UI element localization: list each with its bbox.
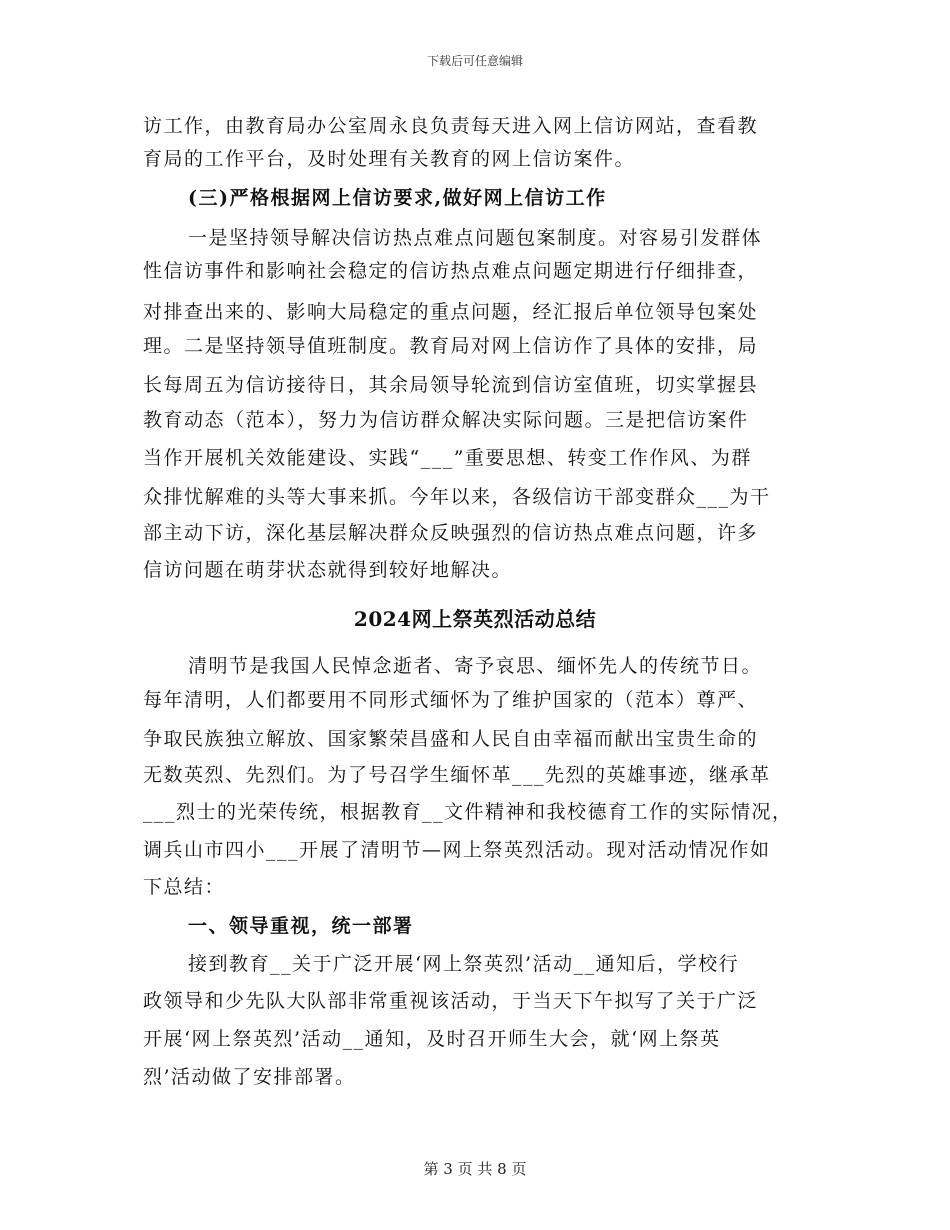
paragraph-line: 育局的工作平台，及时处理有关教育的网上信访案件。 bbox=[143, 148, 636, 170]
paragraph-line: 一是坚持领导解决信访热点难点问题包案制度。对容易引发群体 bbox=[188, 227, 763, 249]
paragraph-line: 众排忧解难的头等大事来抓。今年以来，各级信访干部变群众___为干 bbox=[143, 486, 771, 508]
article-title: 2024网上祭英烈活动总结 bbox=[353, 607, 597, 631]
paragraph-line: 教育动态（范本），努力为信访群众解决实际问题。三是把信访案件 bbox=[143, 409, 749, 431]
paragraph-line: 长每周五为信访接待日，其余局领导轮流到信访室值班，切实掌握县 bbox=[143, 374, 759, 396]
page-number: 第 3 页 共 8 页 bbox=[423, 1160, 527, 1178]
paragraph-line: 接到教育__关于广泛开展‘网上祭英烈’活动__通知后，学校行 bbox=[188, 953, 740, 975]
paragraph-line: 对排查出来的、影响大局稳定的重点问题，经汇报后单位领导包案处 bbox=[143, 301, 759, 323]
paragraph-line: 清明节是我国人民悼念逝者、寄予哀思、缅怀先人的传统节日。 bbox=[188, 655, 763, 677]
paragraph-line: 部主动下访，深化基层解决群众反映强烈的信访热点难点问题，许多 bbox=[143, 522, 759, 544]
paragraph-line: 调兵山市四小___开展了清明节—网上祭英烈活动。现对活动情况作如 bbox=[143, 839, 771, 861]
paragraph-line: 信访问题在萌芽状态就得到较好地解决。 bbox=[143, 559, 513, 581]
paragraph-line: 每年清明，人们都要用不同形式缅怀为了维护国家的（范本）尊严、 bbox=[143, 689, 759, 711]
section-heading: (三)严格根据网上信访要求,做好网上信访工作 bbox=[188, 187, 607, 209]
paragraph-line: 烈’活动做了安排部署。 bbox=[143, 1066, 356, 1088]
paragraph-line: ___烈士的光荣传统，根据教育__文件精神和我校德育工作的实际情况， bbox=[143, 801, 793, 823]
paragraph-line: 访工作，由教育局办公室周永良负责每天进入网上信访网站，查看教 bbox=[143, 115, 759, 137]
paragraph-line: 性信访事件和影响社会稳定的信访热点难点问题定期进行仔细排查， bbox=[143, 260, 759, 282]
section-heading: 一、领导重视，统一部署 bbox=[188, 915, 414, 937]
paragraph-line: 无数英烈、先烈们。为了号召学生缅怀革___先烈的英雄事迹，继承革 bbox=[143, 764, 771, 786]
paragraph-line: 理。二是坚持领导值班制度。教育局对网上信访作了具体的安排，局 bbox=[143, 335, 759, 357]
paragraph-line: 下总结： bbox=[143, 876, 226, 898]
paragraph-line: 开展‘网上祭英烈’活动__通知，及时召开师生大会，就‘网上祭英 bbox=[143, 1028, 721, 1050]
header-note: 下载后可任意编辑 bbox=[426, 54, 523, 68]
paragraph-line: 政领导和少先队大队部非常重视该活动，于当天下午拟写了关于广泛 bbox=[143, 990, 759, 1012]
paragraph-line: 争取民族独立解放、国家繁荣昌盛和人民自由幸福而献出宝贵生命的 bbox=[143, 728, 759, 750]
paragraph-line: 当作开展机关效能建设、实践“___”重要思想、转变工作作风、为群 bbox=[143, 447, 752, 469]
